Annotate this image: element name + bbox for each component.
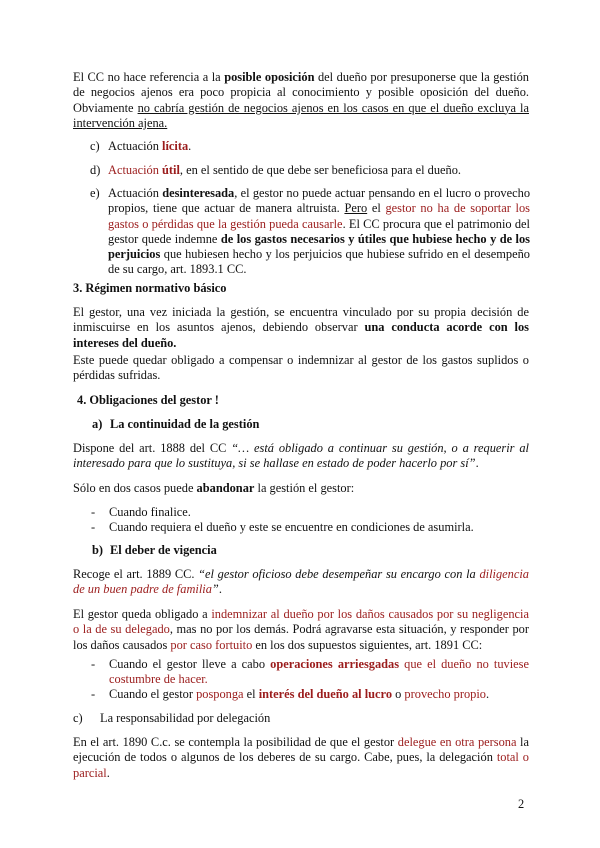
list-marker: c) xyxy=(90,139,100,153)
paragraph-art-1889 xyxy=(73,567,529,598)
text-run: el xyxy=(243,687,259,701)
highlight-run: posponga xyxy=(196,687,244,701)
list-item-d xyxy=(90,163,530,178)
text-run: El CC no hace referencia a la xyxy=(73,70,225,84)
list-marker: a) xyxy=(92,417,103,431)
bold-run: una conducta acorde con los intereses del dueño. xyxy=(73,320,529,350)
highlight-run: delegue en otra persona xyxy=(397,735,517,749)
bold-run: abandonar xyxy=(196,481,255,495)
list-marker: b) xyxy=(92,543,104,557)
dash-item-1 xyxy=(91,505,529,520)
dash-item-3 xyxy=(91,657,529,688)
subheading-text: La continuidad de la gestión xyxy=(110,417,260,431)
highlight-bold-run: interés del dueño al lucro xyxy=(258,687,393,701)
list-item-c xyxy=(90,139,530,154)
highlight-run: por caso fortuito xyxy=(170,637,253,652)
list-item-e xyxy=(90,186,530,278)
italic-quote: “… está obligado a continuar su gestión, o a requerir al interesado para que lo sustituya, si se hallase en estado de poder hacerlo por sí” xyxy=(73,441,529,471)
heading-text: 4. Obligaciones del gestor ! xyxy=(77,393,219,407)
highlight-run: total o parcial xyxy=(73,750,529,780)
dash-marker: - xyxy=(91,520,96,534)
dash-marker: - xyxy=(91,657,96,671)
underlined-run: no cabría gestión de negocios ajenos en los casos en que el dueño excluya la intervención ajena. xyxy=(73,100,529,130)
list-marker: e) xyxy=(90,186,100,200)
bold-run: desinteresada xyxy=(162,186,235,200)
highlight-run: que el dueño no tuviese costumbre de hacer. xyxy=(109,657,529,687)
highlight-bold-run: útil xyxy=(162,163,180,177)
text-run: . xyxy=(218,582,222,597)
text-run: el xyxy=(367,201,386,216)
paragraph-art-1890 xyxy=(73,735,529,781)
highlight-bold-run: lícita xyxy=(162,139,189,153)
text-run: . xyxy=(475,456,479,471)
highlight-italic-run: diligencia de un buen padre de familia xyxy=(73,567,529,597)
text-run: Actuación xyxy=(108,139,163,153)
text-run: en los dos supuestos siguientes, art. 1891 CC: xyxy=(252,637,483,652)
dash-item-2 xyxy=(91,520,529,535)
highlight-run: provecho propio xyxy=(404,687,486,701)
subheading-text: La responsabilidad por delegación xyxy=(100,711,271,725)
text-run: o xyxy=(392,687,405,701)
text-run: El gestor queda obligado a xyxy=(73,607,212,621)
bold-run: posible oposición xyxy=(224,70,315,84)
dash-text: Cuando finalice. xyxy=(109,505,191,519)
highlight-run: indemnizar al dueño por los daños causados por su negligencia o la de su delegado xyxy=(73,607,529,637)
text-run: Recoge el art. 1889 CC. xyxy=(73,567,199,581)
text-run: Cuando el gestor lleve a cabo xyxy=(109,657,271,671)
underlined-run: Pero xyxy=(344,201,368,216)
paragraph-regimen-1 xyxy=(73,305,529,351)
subheading-text: El deber de vigencia xyxy=(110,543,217,557)
list-marker: d) xyxy=(90,163,101,177)
paragraph-indemnizar xyxy=(73,607,529,653)
dash-marker: - xyxy=(91,687,96,701)
text-run: . xyxy=(188,139,192,153)
text-run: Dispone del art. 1888 del CC xyxy=(73,441,232,455)
highlight-bold-run: operaciones arriesgadas xyxy=(270,657,400,671)
text-run: la ejecución de todos o algunos de los deberes de su cargo. Cabe, pues, la delegación xyxy=(73,735,529,765)
text-run: , mas no por los demás. Podrá agravarse esta situación, y responder por los daños causados xyxy=(73,622,529,652)
text-run: que hubiesen hecho y los perjuicios que hubiese sufrido en el desempeño de su cargo, art. 1893.1 CC. xyxy=(108,247,530,277)
subheading-b xyxy=(92,543,532,558)
subheading-a xyxy=(92,417,532,432)
page-number: 2 xyxy=(518,797,525,811)
paragraph-abandonar xyxy=(73,481,529,496)
dash-marker: - xyxy=(91,505,96,519)
text-run: , el gestor no puede actuar pensando en el lucro o provecho propios, tiene que actuar de manera altruista. xyxy=(108,186,531,216)
list-marker: c) xyxy=(73,711,83,725)
heading-text: 3. Régimen normativo básico xyxy=(73,281,227,295)
text-run: , en el sentido de que debe ser beneficiosa para el dueño. xyxy=(179,163,462,177)
text-run: . xyxy=(106,765,110,780)
italic-quote: ” xyxy=(211,582,219,597)
text-run: . El CC procura que el patrimonio del gestor quede indemne xyxy=(108,216,530,246)
text-run: El gestor, una vez iniciada la gestión, se encuentra vinculado por su propia decisión de inmiscuirse en los asuntos ajenos, debiendo observar xyxy=(73,305,529,335)
paragraph-intro xyxy=(73,70,529,131)
section-heading-3 xyxy=(73,281,529,296)
section-heading-4 xyxy=(77,393,533,408)
text-run: del dueño por presuponerse que la gestión de negocios ajenos era poco propicia al conocimiento y posible oposición del dueño. Obviamente xyxy=(73,70,530,115)
text-run: Sólo en dos casos puede xyxy=(73,481,197,495)
text-run: Actuación xyxy=(108,186,163,200)
highlight-run: Actuación xyxy=(108,163,163,177)
paragraph-art-1888 xyxy=(73,441,529,472)
text-run: En el art. 1890 C.c. se contempla la posibilidad de que el gestor xyxy=(73,735,398,749)
dash-text: Cuando requiera el dueño y este se encuentre en condiciones de asumirla. xyxy=(109,520,474,534)
text-run: . xyxy=(485,687,490,701)
highlight-run: gestor no ha de soportar los gastos o pérdidas que la gestión pueda causarle xyxy=(108,201,530,231)
paragraph-regimen-2: Este puede quedar obligado a compensar o indemnizar al gestor de los gastos suplidos o pérdidas sufridas. xyxy=(73,353,529,383)
bold-run: de los gastos necesarios y útiles que hubiese hecho y de los perjuicios xyxy=(108,231,531,262)
dash-item-4 xyxy=(91,687,529,702)
text-run: Cuando el gestor xyxy=(109,687,197,701)
subheading-c xyxy=(73,711,513,726)
italic-quote: “el gestor oficioso debe desempeñar su encargo con la xyxy=(198,567,480,581)
text-run: la gestión el gestor: xyxy=(254,481,355,495)
